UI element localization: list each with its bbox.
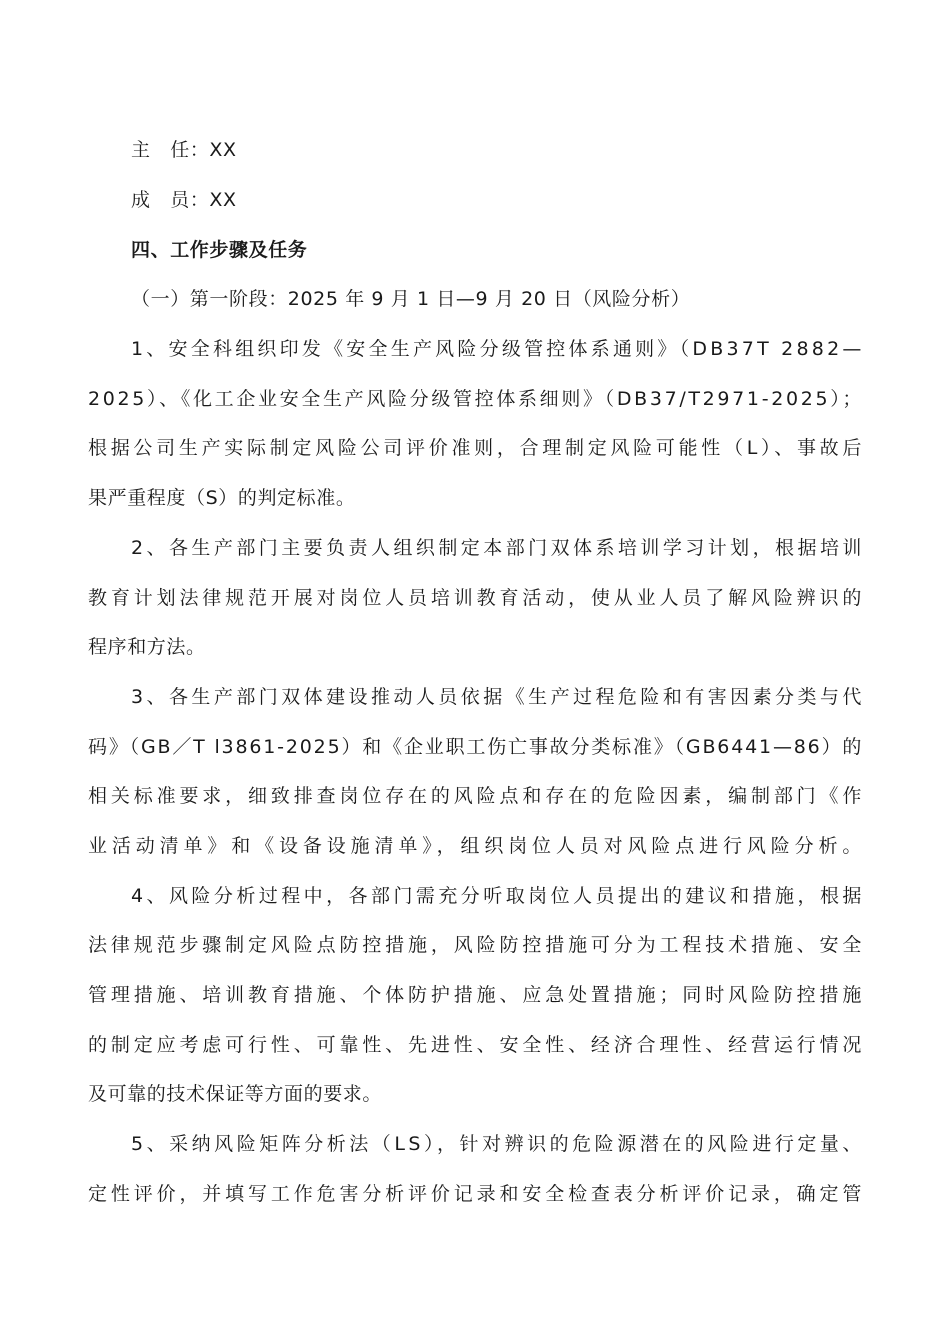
paragraph-3-line: 3、各生产部门双体建设推动人员依据《生产过程危险和有害因素分类与代: [131, 686, 865, 708]
paragraph-4-line: 管理措施、培训教育措施、个体防护措施、应急处置措施；同时风险防控措施: [88, 984, 866, 1006]
paragraph-5-line: 5、采纳风险矩阵分析法（LS），针对辨识的危险源潜在的风险进行定量、: [131, 1133, 865, 1155]
section-heading: 四、工作步骤及任务: [131, 239, 308, 261]
members-line: 成 员：XX: [131, 189, 237, 211]
director-line: 主 任：XX: [131, 139, 237, 161]
paragraph-3-line: 相关标准要求，细致排查岗位存在的风险点和存在的危险因素，编制部门《作: [88, 785, 866, 807]
paragraph-2-line: 教育计划法律规范开展对岗位人员培训教育活动，使从业人员了解风险辨识的: [88, 587, 866, 609]
paragraph-4-line: 的制定应考虑可行性、可靠性、先进性、安全性、经济合理性、经营运行情况: [88, 1034, 866, 1056]
paragraph-3-line: 码》（GB／T l3861-2025）和《企业职工伤亡事故分类标准》（GB6441—86）的: [88, 736, 864, 758]
paragraph-2-line: 2、各生产部门主要负责人组织制定本部门双体系培训学习计划，根据培训: [131, 537, 865, 559]
paragraph-3-line: 业活动清单》和《设备设施清单》，组织岗位人员对风险点进行风险分析。: [88, 835, 867, 857]
phase-heading: （一）第一阶段：2025 年 9 月 1 日—9 月 20 日（风险分析）: [131, 288, 691, 310]
paragraph-1-line: 2025）、《化工企业安全生产风险分级管控体系细则》（DB37/T2971-2025）；: [88, 388, 865, 410]
paragraph-5-line: 定性评价，并填写工作危害分析评价记录和安全检查表分析评价记录，确定管: [88, 1183, 866, 1205]
paragraph-1-line: 根据公司生产实际制定风险公司评价准则，合理制定风险可能性（L）、事故后: [88, 437, 866, 459]
paragraph-4-line: 4、风险分析过程中，各部门需充分听取岗位人员提出的建议和措施，根据: [131, 885, 865, 907]
paragraph-1-line: 果严重程度（S）的判定标准。: [88, 487, 356, 509]
paragraph-1-line: 1、安全科组织印发《安全生产风险分级管控体系通则》（DB37T 2882—: [131, 338, 865, 360]
paragraph-4-line: 及可靠的技术保证等方面的要求。: [88, 1083, 383, 1105]
paragraph-4-line: 法律规范步骤制定风险点防控措施，风险防控措施可分为工程技术措施、安全: [88, 934, 866, 956]
paragraph-2-line: 程序和方法。: [88, 636, 206, 658]
